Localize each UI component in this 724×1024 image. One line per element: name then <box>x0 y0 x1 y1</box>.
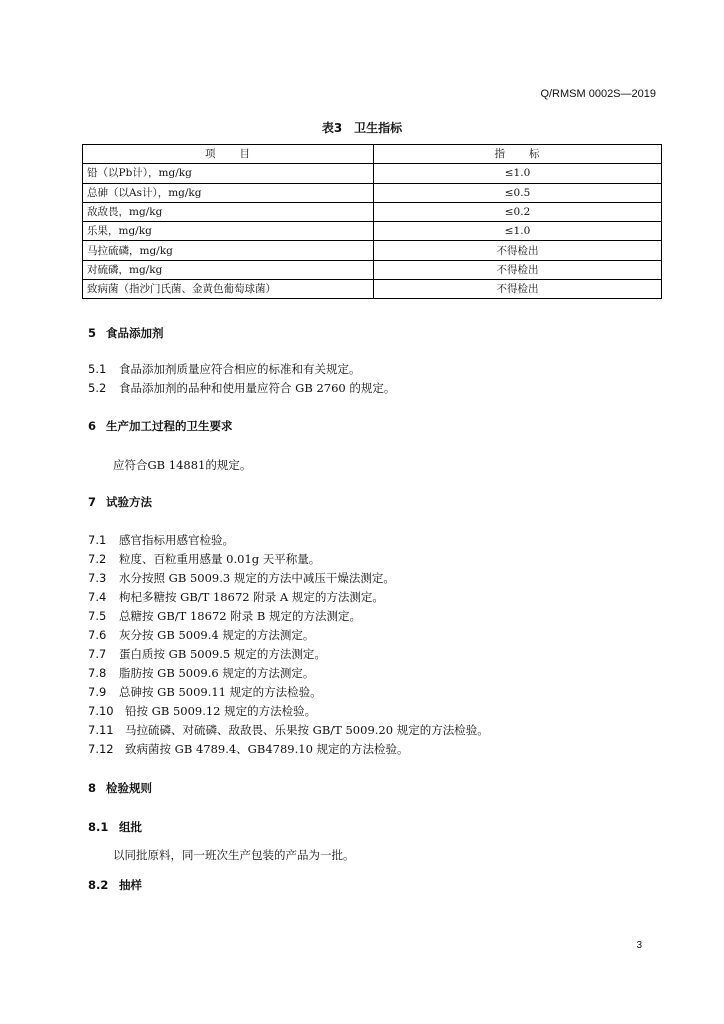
table-row <box>83 280 662 299</box>
clause-7-12 <box>88 741 409 757</box>
clause-7-4 <box>88 589 384 605</box>
table-title: 表3 卫生指标 <box>321 121 403 135</box>
clause-7-11 <box>88 722 489 738</box>
clause-number: 5.2 <box>88 381 107 395</box>
table-row <box>83 222 662 241</box>
clause-text: 感官指标用感官检验。 <box>119 533 234 547</box>
clause-text: 铅按 GB 5009.12 规定的方法检验。 <box>125 704 317 718</box>
clause-7-1 <box>88 532 234 548</box>
clause-number: 7.1 <box>88 533 107 547</box>
item-cell: 敌敌畏，mg/kg <box>83 202 374 221</box>
section-8-1-text: 以同批原料，同一班次生产包装的产品为一批。 <box>113 848 355 862</box>
indicator-cell: ≤0.2 <box>374 202 662 221</box>
clause-number: 7.8 <box>88 666 107 680</box>
clause-text: 食品添加剂的品种和使用量应符合 GB 2760 的规定。 <box>119 381 396 395</box>
section-heading-8 <box>88 780 152 796</box>
clause-7-8 <box>88 665 314 681</box>
clause-number: 7.7 <box>88 647 107 661</box>
section-title: 检验规则 <box>106 781 152 795</box>
section-title: 试验方法 <box>106 495 152 509</box>
clause-text: 蛋白质按 GB 5009.5 规定的方法测定。 <box>119 647 326 661</box>
indicator-cell: ≤0.5 <box>374 183 662 202</box>
table-row <box>83 260 662 279</box>
section-number: 6 <box>88 419 97 433</box>
section-6-text: 应符合GB 14881的规定。 <box>113 458 252 472</box>
clause-text: 灰分按 GB 5009.4 规定的方法测定。 <box>119 628 315 642</box>
clause-text: 致病菌按 GB 4789.4、GB4789.10 规定的方法检验。 <box>125 742 409 756</box>
clause-text: 食品添加剂质量应符合相应的标准和有关规定。 <box>119 362 361 376</box>
clause-text: 总糖按 GB/T 18672 附录 B 规定的方法测定。 <box>119 609 361 623</box>
clause-5-1 <box>88 361 361 377</box>
clause-7-7 <box>88 646 326 662</box>
hygiene-indicator-table <box>82 144 662 299</box>
item-cell: 对硫磷，mg/kg <box>83 260 374 279</box>
clause-7-2 <box>88 551 320 567</box>
clause-number: 7.3 <box>88 571 107 585</box>
indicator-cell: ≤1.0 <box>374 222 662 241</box>
column-header-indicator: 指 标 <box>374 145 662 164</box>
document-code: Q/RMSM 0002S—2019 <box>540 88 656 100</box>
clause-number: 7.10 <box>88 704 114 718</box>
section-heading-5 <box>88 325 164 341</box>
clause-7-5 <box>88 608 361 624</box>
indicator-cell: ≤1.0 <box>374 164 662 183</box>
section-heading-6 <box>88 418 233 434</box>
indicator-cell: 不得检出 <box>374 280 662 299</box>
indicator-cell: 不得检出 <box>374 260 662 279</box>
table-row <box>83 183 662 202</box>
clause-text: 枸杞多糖按 GB/T 18672 附录 A 规定的方法测定。 <box>119 590 384 604</box>
section-heading-7 <box>88 494 152 510</box>
section-title: 生产加工过程的卫生要求 <box>106 419 233 433</box>
clause-text: 总砷按 GB 5009.11 规定的方法检验。 <box>119 685 322 699</box>
clause-7-3 <box>88 570 395 586</box>
clause-number: 7.9 <box>88 685 107 699</box>
table-row <box>83 241 662 260</box>
table-row <box>83 202 662 221</box>
subsection-heading-8-2 <box>88 877 142 893</box>
section-number: 8 <box>88 781 97 795</box>
subsection-heading-8-1 <box>88 819 142 835</box>
subsection-title: 抽样 <box>119 878 142 892</box>
clause-7-6 <box>88 627 314 643</box>
clause-number: 7.6 <box>88 628 107 642</box>
clause-number: 5.1 <box>88 362 107 376</box>
clause-5-2 <box>88 380 395 396</box>
clause-7-10 <box>88 703 316 719</box>
clause-text: 马拉硫磷、对硫磷、敌敌畏、乐果按 GB/T 5009.20 规定的方法检验。 <box>125 723 489 737</box>
clause-text: 水分按照 GB 5009.3 规定的方法中减压干燥法测定。 <box>119 571 395 585</box>
clause-number: 7.2 <box>88 552 107 566</box>
section-number: 5 <box>88 326 97 340</box>
item-cell: 乐果，mg/kg <box>83 222 374 241</box>
subsection-number: 8.2 <box>88 878 109 892</box>
clause-number: 7.5 <box>88 609 107 623</box>
clause-text: 脂肪按 GB 5009.6 规定的方法测定。 <box>119 666 315 680</box>
section-title: 食品添加剂 <box>106 326 164 340</box>
page-number: 3 <box>636 940 642 951</box>
clause-number: 7.4 <box>88 590 107 604</box>
clause-number: 7.12 <box>88 742 114 756</box>
section-number: 7 <box>88 495 97 509</box>
clause-7-9 <box>88 684 322 700</box>
indicator-cell: 不得检出 <box>374 241 662 260</box>
column-header-item: 项 目 <box>83 145 374 164</box>
clause-number: 7.11 <box>88 723 114 737</box>
clause-text: 粒度、百粒重用感量 0.01g 天平称量。 <box>119 552 321 566</box>
table-row <box>83 164 662 183</box>
item-cell: 总砷（以As计），mg/kg <box>83 183 374 202</box>
subsection-title: 组批 <box>119 820 142 834</box>
table-header-row <box>83 145 662 164</box>
subsection-number: 8.1 <box>88 820 109 834</box>
item-cell: 致病菌（指沙门氏菌、金黄色葡萄球菌） <box>83 280 374 299</box>
item-cell: 马拉硫磷，mg/kg <box>83 241 374 260</box>
item-cell: 铅（以Pb计），mg/kg <box>83 164 374 183</box>
